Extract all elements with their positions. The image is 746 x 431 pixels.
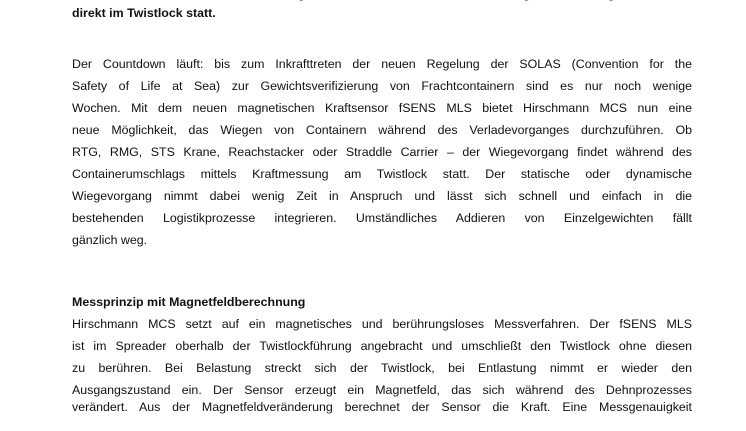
intro-bold-partial-line	[72, 0, 692, 2]
paragraph1-line: RTG, RMG, STS Krane, Reachstacker oder Straddle Carrier – der Wiegevorgang findet während des	[72, 145, 692, 159]
paragraph1-line: Der Countdown läuft: bis zum Inkrafttreten der neuen Regelung der SOLAS (Convention for the	[72, 57, 692, 71]
paragraph1-line: Wiegevorgang nimmt dabei wenig Zeit in Anspruch und lässt sich schnell und einfach in die	[72, 189, 692, 203]
paragraph1-line: Safety of Life at Sea) zur Gewichtsverifizierung von Frachtcontainern sind es nur noch wenige	[72, 79, 692, 93]
paragraph1-line: bestehenden Logistikprozesse integrieren. Umständliches Addieren von Einzelgewichten fällt	[72, 211, 692, 225]
paragraph1-line: gänzlich weg.	[72, 233, 148, 247]
intro-bold-end-line	[72, 6, 692, 21]
paragraph2-cutoff-line-clip	[72, 400, 692, 416]
paragraph2-line: zu berühren. Bei Belastung streckt sich der Twistlock, bei Entlastung nimmt er wieder den	[72, 361, 692, 375]
paragraph1-line: Wochen. Mit dem neuen magnetischen Kraftsensor fSENS MLS bietet Hirschmann MCS nun eine	[72, 101, 692, 115]
paragraph1-line: neue Möglichkeit, das Wiegen von Containern während des Verladevorganges durchzuführen. Ob	[72, 123, 692, 137]
paragraph2-line: Ausgangszustand ein. Der Sensor erzeugt ein Magnetfeld, das sich während des Dehnprozesses	[72, 383, 692, 397]
intro-partial-text	[72, 0, 619, 1]
paragraph2-line: ist im Spreader oberhalb der Twistlockführung angebracht und umschließt den Twistlock ohne diesen	[72, 339, 692, 353]
paragraph1-line: Containerumschlags mittels Kraftmessung am Twistlock statt. Der statische oder dynamische	[72, 167, 692, 181]
paragraph2-line: verändert. Aus der Magnetfeldveränderung berechnet der Sensor die Kraft. Eine Messgenauigkeit	[72, 400, 692, 414]
paragraph2-line: Hirschmann MCS setzt auf ein magnetisches und berührungsloses Messverfahren. Der fSENS MLS	[72, 317, 692, 331]
intro-bold-end-text: direkt im Twistlock statt.	[72, 6, 216, 20]
section-heading: Messprinzip mit Magnetfeldberechnung	[72, 295, 306, 309]
